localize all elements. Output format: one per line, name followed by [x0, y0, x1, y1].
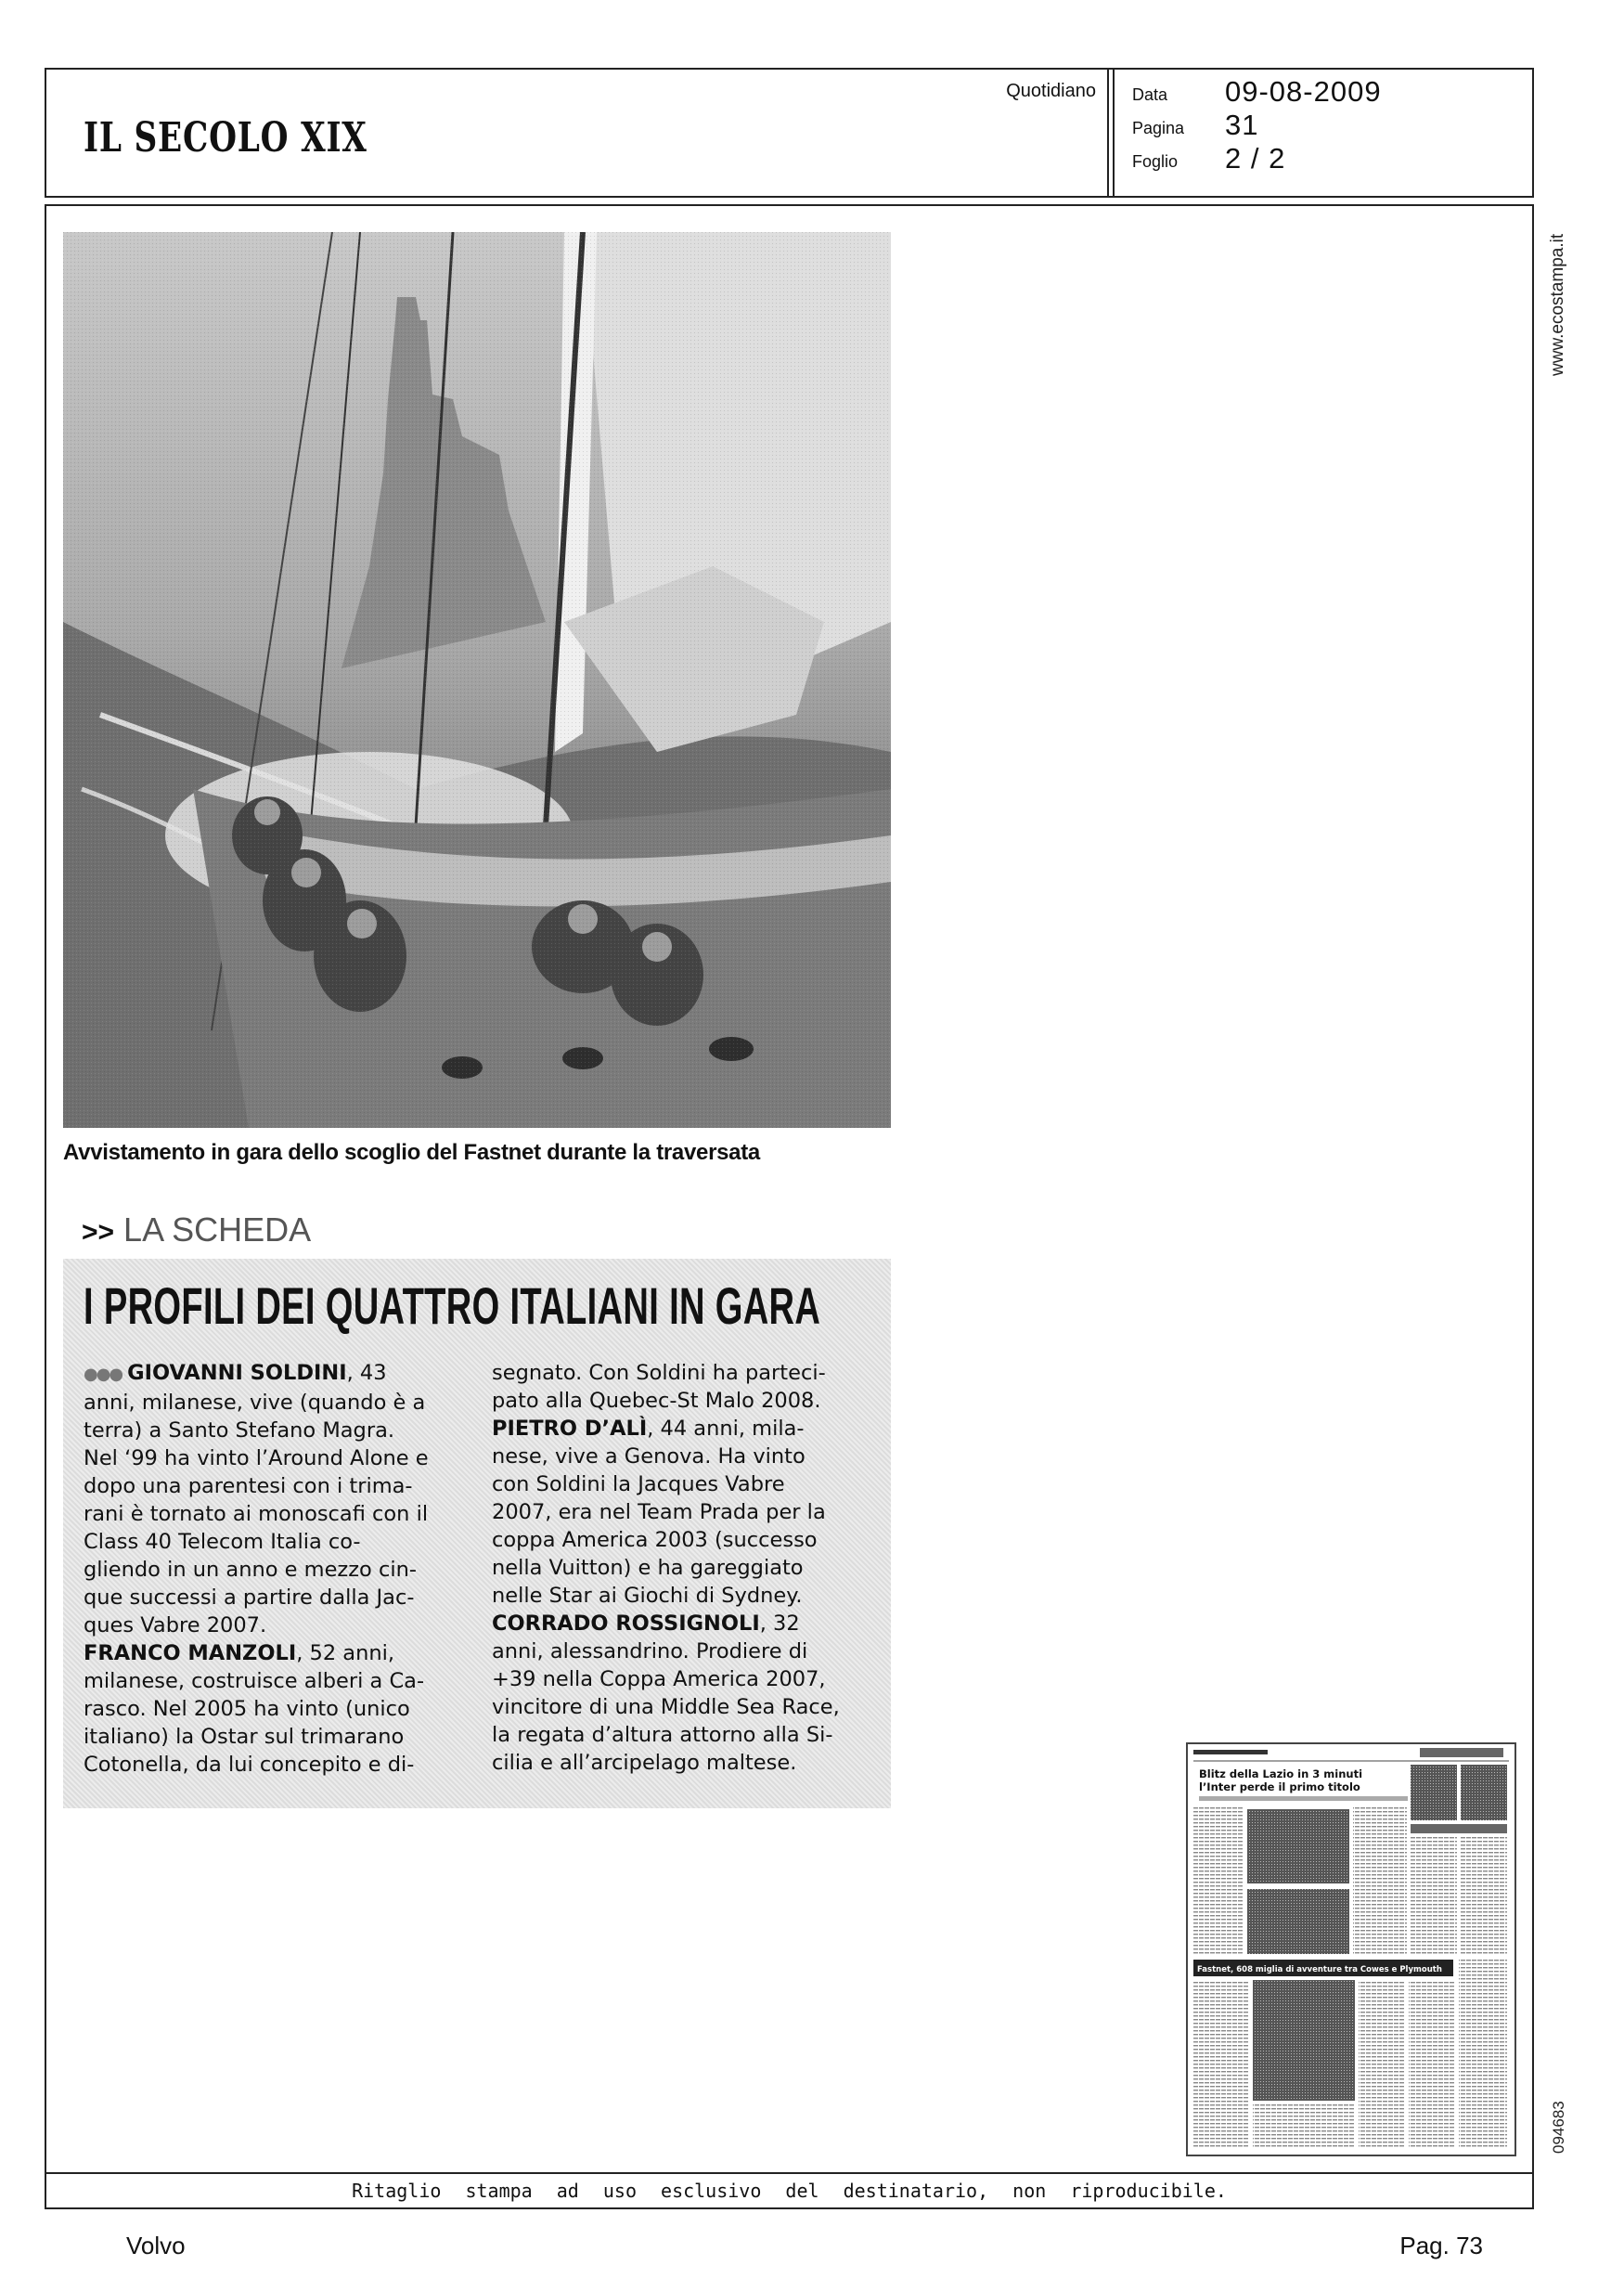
profile-text: rasco. Nel 2005 ha vinto (unico — [84, 1697, 410, 1721]
meta-row-sheet — [1132, 144, 1522, 177]
profile-text: la regata d’altura attorno alla Si- — [492, 1723, 833, 1747]
footer-page: Pag. 73 — [1399, 2232, 1483, 2259]
profile-text: Nel ‘99 ha vinto l’Around Alone e — [84, 1446, 429, 1470]
profile-line — [84, 1500, 455, 1528]
profile-text: , 43 — [346, 1361, 387, 1385]
profile-text: italiano) la Ostar sul trimarano — [84, 1725, 405, 1749]
profile-text: Class 40 Telecom Italia co- — [84, 1530, 361, 1554]
profile-line — [84, 1359, 455, 1389]
photo-caption: Avvistamento in gara dello scoglio del Fastnet durante la traversata — [63, 1140, 760, 1165]
profile-text: +39 nella Coppa America 2007, — [492, 1667, 826, 1691]
profile-line — [84, 1667, 455, 1695]
profile-line — [492, 1693, 863, 1721]
profile-line — [492, 1749, 863, 1777]
profile-line — [84, 1417, 455, 1444]
profile-text: gliendo in un anno e mezzo cin- — [84, 1558, 417, 1582]
meta-value: 2 / 2 — [1225, 142, 1286, 175]
thumb-headline-2: l’Inter perde il primo titolo — [1199, 1780, 1360, 1793]
profile-line — [84, 1389, 455, 1417]
section-kicker — [82, 1210, 311, 1249]
kicker-arrows: >> — [82, 1217, 115, 1248]
profile-line — [492, 1359, 863, 1387]
profiles-column-2 — [492, 1359, 863, 1777]
profile-text: segnato. Con Soldini ha parteci- — [492, 1361, 826, 1385]
profile-text: anni, milanese, vive (quando è a — [84, 1391, 426, 1415]
profile-text: nese, vive a Genova. Ha vinto — [492, 1444, 806, 1469]
profile-line — [492, 1387, 863, 1415]
meta-value: 09-08-2009 — [1225, 75, 1382, 108]
profile-text: coppa America 2003 (successo — [492, 1528, 818, 1552]
profile-text: cilia e all’arcipelago maltese. — [492, 1751, 797, 1775]
profile-line — [492, 1582, 863, 1610]
profile-line — [84, 1751, 455, 1779]
profile-line — [492, 1470, 863, 1498]
profiles-box — [63, 1259, 891, 1808]
profile-line — [84, 1584, 455, 1611]
profile-line — [492, 1443, 863, 1470]
profile-line — [84, 1528, 455, 1556]
meta-label: Foglio — [1132, 152, 1179, 171]
reproduction-notice: Ritaglio stampa ad uso esclusivo del destinatario, non riproducibile. — [352, 2180, 1227, 2202]
profile-line — [492, 1637, 863, 1665]
profile-text: con Soldini la Jacques Vabre — [492, 1472, 785, 1496]
profile-text: , 32 — [759, 1611, 800, 1636]
profile-line — [84, 1639, 455, 1667]
profile-line — [84, 1695, 455, 1723]
profile-text: nelle Star ai Giochi di Sydney. — [492, 1584, 803, 1608]
profile-line — [492, 1526, 863, 1554]
website-label: www.ecostampa.it — [1548, 233, 1567, 376]
profile-text: rani è tornato ai monoscafi con il — [84, 1502, 429, 1526]
profile-line — [84, 1723, 455, 1751]
profiles-title: I PROFILI DEI QUATTRO ITALIANI IN GARA — [84, 1276, 821, 1335]
sailing-photo — [63, 232, 891, 1128]
header-left-panel — [46, 70, 1109, 196]
footer-client: Volvo — [126, 2232, 186, 2259]
meta-row-page — [1132, 110, 1522, 144]
meta-label: Pagina — [1132, 119, 1185, 137]
thumb-banner: Fastnet, 608 miglia di avventure tra Cowes e Plymouth — [1197, 1965, 1442, 1974]
profile-line — [84, 1444, 455, 1472]
masthead: IL SECOLO XIX — [84, 114, 367, 162]
profile-line — [492, 1498, 863, 1526]
profile-text: milanese, costruisce alberi a Ca- — [84, 1669, 425, 1693]
header-meta — [1132, 77, 1522, 177]
profile-text: Cotonella, da lui concepito e di- — [84, 1753, 415, 1777]
page-thumbnail — [1186, 1742, 1516, 2156]
profile-line — [492, 1665, 863, 1693]
profile-text: , 44 anni, mila- — [647, 1417, 805, 1441]
profile-text: vincitore di una Middle Sea Race, — [492, 1695, 840, 1719]
profile-text: que successi a partire dalla Jac- — [84, 1586, 415, 1610]
clipping-code: 094683 — [1550, 2101, 1567, 2154]
profile-text: , 52 anni, — [296, 1641, 395, 1665]
header-divider — [1109, 70, 1115, 196]
profile-text: ques Vabre 2007. — [84, 1613, 267, 1637]
profile-text: pato alla Quebec-St Malo 2008. — [492, 1389, 821, 1413]
profile-line — [84, 1556, 455, 1584]
profile-text: nella Vuitton) e ha gareggiato — [492, 1556, 804, 1580]
meta-value: 31 — [1225, 109, 1259, 141]
page-thumbnail-image — [1188, 1744, 1514, 2155]
profile-name: FRANCO MANZOLI — [84, 1641, 297, 1665]
profile-name: PIETRO D’ALÌ — [492, 1417, 648, 1441]
profile-text: anni, alessandrino. Prodiere di — [492, 1639, 808, 1663]
profile-name: GIOVANNI SOLDINI — [127, 1361, 347, 1385]
profile-name: CORRADO ROSSIGNOLI — [492, 1611, 760, 1636]
publication-type: Quotidiano — [1006, 81, 1096, 101]
thumb-headline-1: Blitz della Lazio in 3 minuti — [1199, 1767, 1363, 1780]
bullet-dots-icon: ●●● — [84, 1365, 122, 1384]
profile-line — [84, 1472, 455, 1500]
kicker-label: LA SCHEDA — [123, 1210, 312, 1249]
profile-text: 2007, era nel Team Prada per la — [492, 1500, 826, 1524]
profiles-column-1 — [84, 1359, 455, 1779]
profile-line — [84, 1611, 455, 1639]
meta-label: Data — [1132, 85, 1168, 104]
profile-text: dopo una parentesi con i trima- — [84, 1474, 413, 1498]
profile-text: terra) a Santo Stefano Magra. — [84, 1418, 395, 1443]
header-box — [45, 68, 1534, 198]
profile-line — [492, 1610, 863, 1637]
profile-line — [492, 1554, 863, 1582]
footer-divider — [46, 2172, 1532, 2174]
sailing-photo-image — [63, 232, 891, 1128]
profile-line — [492, 1415, 863, 1443]
profile-line — [492, 1721, 863, 1749]
meta-row-date — [1132, 77, 1522, 110]
